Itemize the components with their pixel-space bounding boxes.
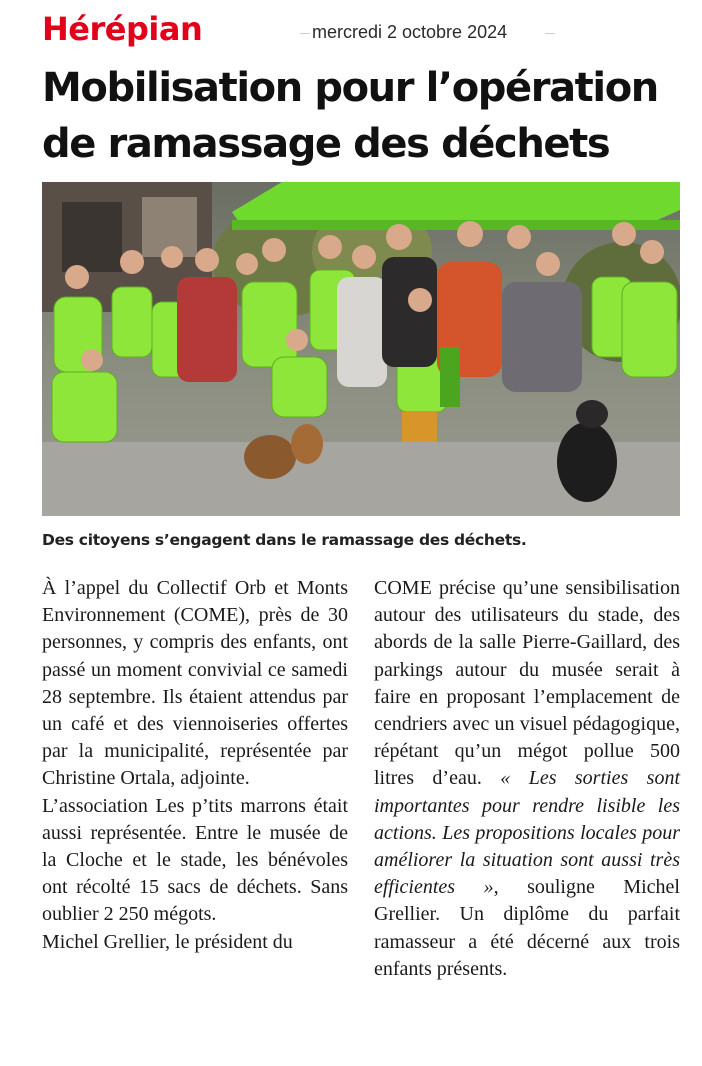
photo-caption: Des citoyens s’engagent dans le ramassage des déchets. — [42, 531, 527, 549]
article-photo — [42, 182, 680, 516]
date-rule-right — [545, 33, 555, 34]
group-photo-illustration — [42, 182, 680, 516]
article-column-2 — [374, 575, 680, 983]
paragraph: À l’appel du Collectif Orb et Monts Environnement (COME), près de 30 personnes, y compris des enfants, ont passé un moment convivial ce samedi 28 septembre. Ils étaient attendus par un café et des viennoiseries offertes par la municipalité, représentée par Christine Ortala, adjointe. — [42, 577, 348, 790]
date-rule-left — [300, 33, 310, 34]
article-column-1 — [42, 575, 348, 956]
article-headline: Mobilisation pour l’opération de ramassage des déchets — [42, 65, 658, 167]
body-text: , souligne Michel Grellier. Un diplôme du parfait ramasseur a été décerné aux trois enfants présents. — [374, 876, 680, 980]
section-rubric: Hérépian — [42, 10, 203, 48]
paragraph: Michel Grellier, le président du — [42, 930, 293, 953]
pull-quote: « Les sorties sont importantes pour rendre lisible les actions. Les propositions locales pour améliorer la situation sont aussi très efficientes » — [374, 767, 681, 899]
paragraph: L’association Les p’tits marrons était aussi représentée. Entre le musée de la Cloche et le stade, les bénévoles ont récolté 15 sacs de déchets. Sans oublier 2 250 mégots. — [42, 794, 348, 926]
paragraph — [374, 575, 680, 983]
body-text: COME précise qu’une sensibilisation autour des utilisateurs du stade, des abords de la salle Pierre-Gaillard, des parkings autour du musée serait à faire en proposant l’emplacement de cendriers avec un visuel pédagogique, répétant qu’un mégot pollue 500 litres d’eau. — [374, 577, 680, 790]
publication-date: mercredi 2 octobre 2024 — [312, 22, 508, 42]
